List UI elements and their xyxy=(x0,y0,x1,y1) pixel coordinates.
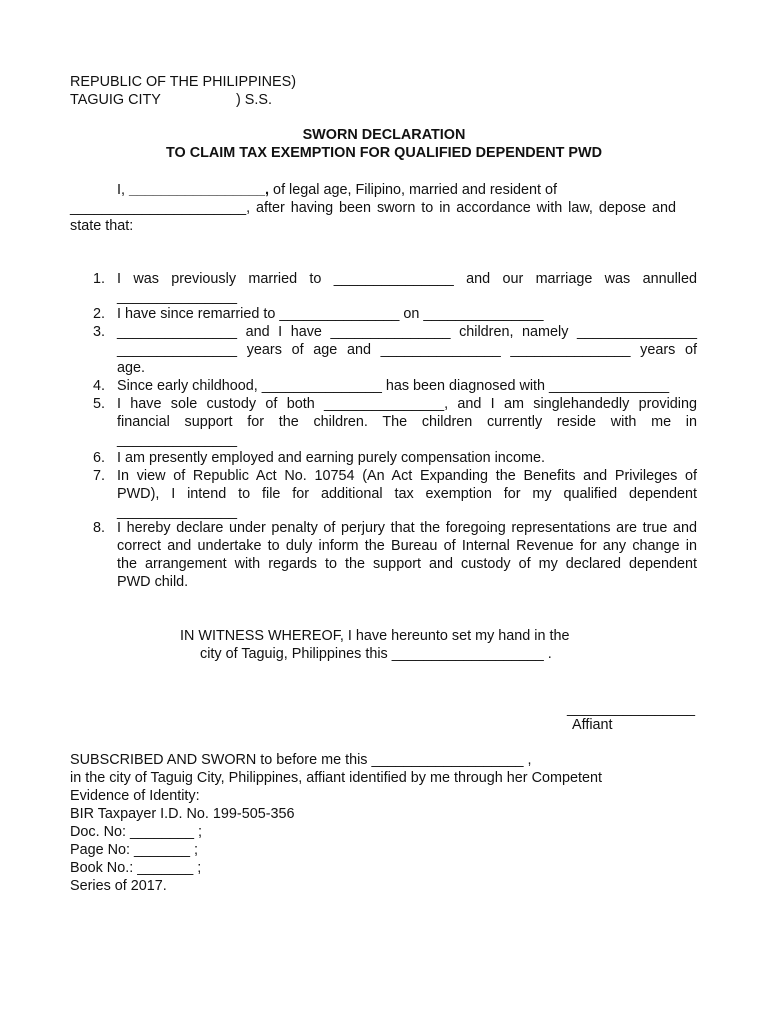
notary-line-2: in the city of Taguig City, Philippines, affiant identified by me through her Competent xyxy=(70,770,602,786)
list-item-text: Since early childhood, _______________ has been diagnosed with _______________ xyxy=(117,378,670,394)
list-item-text: _______________ years of age and _______________ _______________ years of xyxy=(117,342,697,358)
list-item-text: PWD child. xyxy=(117,574,189,590)
list-item-number: 6. xyxy=(92,450,105,466)
affiant-signature-blank: ________________ xyxy=(567,701,696,717)
affiant-label: Affiant xyxy=(572,717,613,733)
list-item-text: _______________ xyxy=(117,432,238,448)
intro-line-1 xyxy=(117,181,557,199)
witness-line-1: IN WITNESS WHEREOF, I have hereunto set my hand in the xyxy=(180,628,570,644)
header-city: TAGUIG CITY xyxy=(70,92,161,108)
list-item-text: I hereby declare under penalty of perjury that the foregoing representations are true and xyxy=(117,520,697,536)
intro-line-2: ______________________, after having been sworn to in accordance with law, depose and xyxy=(70,200,676,216)
notary-doc-no: Doc. No: ________ ; xyxy=(70,824,203,840)
list-item-number: 7. xyxy=(92,468,105,484)
notary-book-no: Book No.: _______ ; xyxy=(70,860,202,876)
notary-page-no: Page No: _______ ; xyxy=(70,842,199,858)
list-item-text: _______________ and I have _______________ children, namely _______________ xyxy=(117,324,697,340)
list-item-text: _______________ xyxy=(117,289,238,305)
document-subtitle: TO CLAIM TAX EXEMPTION FOR QUALIFIED DEPENDENT PWD xyxy=(166,145,602,161)
header-ss: ) S.S. xyxy=(236,92,272,108)
notary-line-3: Evidence of Identity: xyxy=(70,788,200,804)
intro-name-blank: _________________, xyxy=(129,182,270,198)
list-item-text: PWD), I intend to file for additional tax exemption for my qualified dependent xyxy=(117,486,697,502)
document-title: SWORN DECLARATION xyxy=(302,127,466,143)
list-item-text: I have sole custody of both _______________, and I am singlehandedly providing xyxy=(117,396,697,412)
list-item-text: I have since remarried to _______________ on _______________ xyxy=(117,306,544,322)
list-item-number: 3. xyxy=(92,324,105,340)
list-item-text: financial support for the children. The children currently reside with me in xyxy=(117,414,697,430)
list-item-text: I am presently employed and earning purely compensation income. xyxy=(117,450,545,466)
header-republic: REPUBLIC OF THE PHILIPPINES) xyxy=(70,74,297,90)
list-item-number: 5. xyxy=(92,396,105,412)
intro-prefix: I, xyxy=(117,182,125,198)
list-item-number: 8. xyxy=(92,520,105,536)
witness-line-2: city of Taguig, Philippines this ___________________ . xyxy=(200,646,552,662)
list-item-text: _______________ xyxy=(117,504,238,520)
list-item-text: In view of Republic Act No. 10754 (An Act Expanding the Benefits and Privileges of xyxy=(117,468,697,484)
list-item-text: I was previously married to _______________ and our marriage was annulled xyxy=(117,271,697,287)
list-item-number: 2. xyxy=(92,306,105,322)
list-item-number: 1. xyxy=(92,271,105,287)
list-item-text: correct and undertake to duly inform the Bureau of Internal Revenue for any change in xyxy=(117,538,697,554)
intro-rest: of legal age, Filipino, married and resident of xyxy=(269,182,558,198)
notary-taxpayer-id: BIR Taxpayer I.D. No. 199-505-356 xyxy=(70,806,295,822)
notary-series: Series of 2017. xyxy=(70,878,167,894)
list-item-text: age. xyxy=(117,360,146,376)
list-item-number: 4. xyxy=(92,378,105,394)
list-item-text: the arrangement with regards to the support and custody of my declared dependent xyxy=(117,556,697,572)
notary-line-1: SUBSCRIBED AND SWORN to before me this ___________________ , xyxy=(70,752,532,768)
intro-line-3: state that: xyxy=(70,218,134,234)
